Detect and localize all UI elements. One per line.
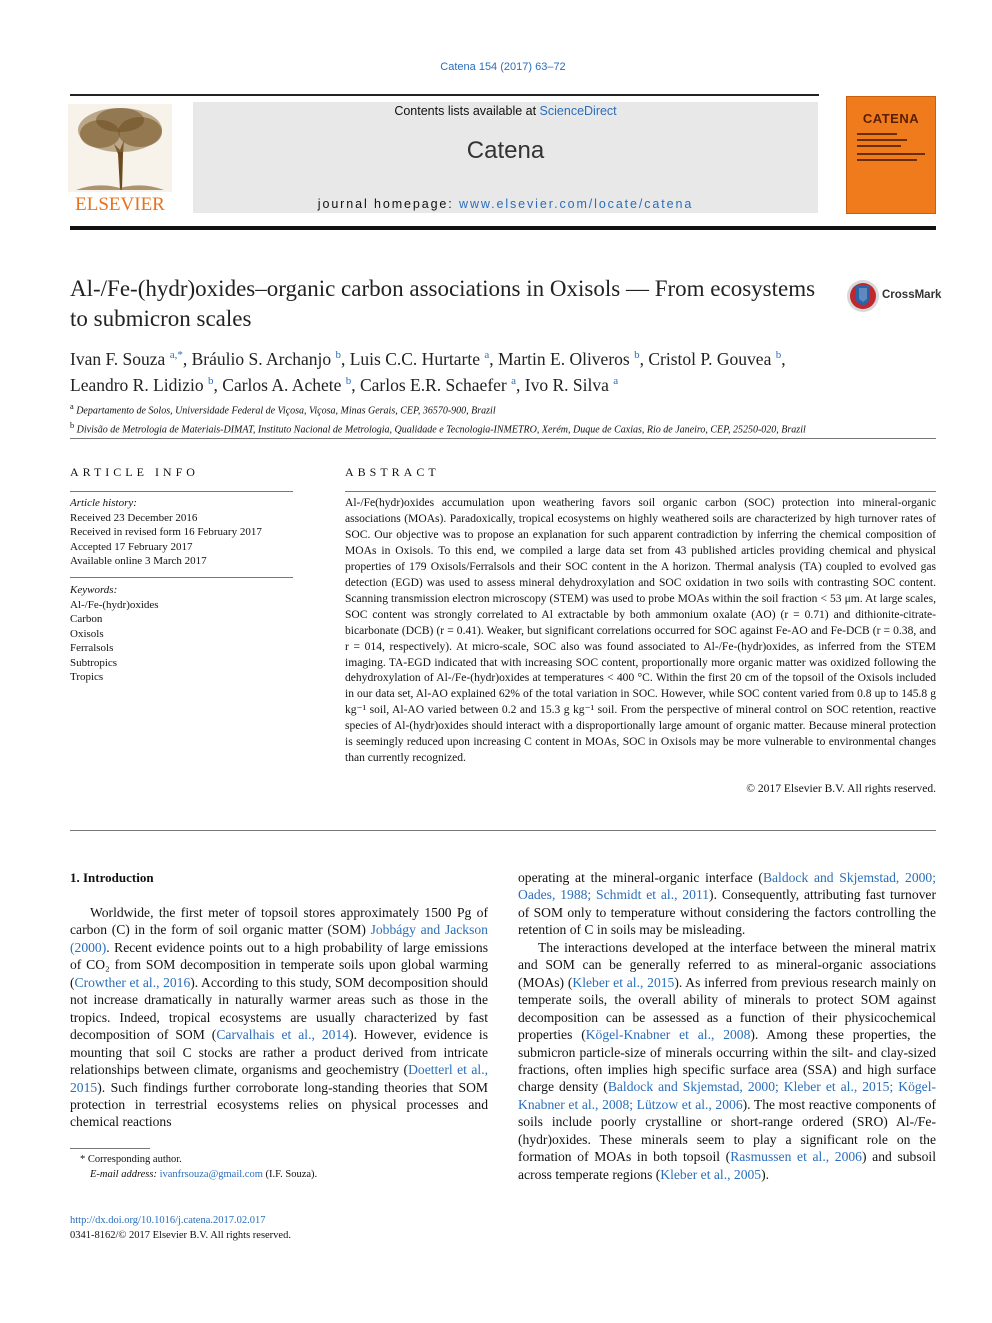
affiliation-text: Departamento de Solos, Universidade Federal de Viçosa, Viçosa, Minas Gerais, CEP, 36570-900, Brazil (76, 405, 496, 417)
body-text: ). Consequently, attributing fast turnover of SOM only to temperature without considering the factors controlling the retention of C in soils may be misleading. (518, 887, 936, 938)
intro-paragraph-1-continued (518, 869, 936, 939)
cover-title: CATENA (862, 111, 920, 126)
author-affiliation-mark[interactable]: a (511, 375, 517, 388)
doi-link[interactable]: http://dx.doi.org/10.1016/j.catena.2017.02.017 (70, 1215, 266, 1226)
history-item: Received 23 December 2016 (70, 511, 198, 524)
author-name[interactable]: Cristol P. Gouvea (648, 348, 772, 369)
crossmark-label: CrossMark (882, 289, 942, 301)
reference-link[interactable]: Baldock and Skjemstad, 2000; Kleber et al., 2015; Kögel-Knabner et al., 2008; Lützow et al., 2006 (518, 1079, 936, 1112)
keyword[interactable]: Ferralsols (70, 642, 114, 654)
keywords-rule (70, 577, 293, 578)
author-affiliation-mark[interactable]: b (208, 375, 214, 388)
author-name[interactable]: Martin E. Oliveros (498, 348, 630, 369)
cover-text-line (857, 159, 917, 161)
cover-text-line (857, 145, 901, 147)
author-name[interactable]: Bráulio S. Archanjo (191, 348, 332, 369)
body-text: ). Among these properties, the submicron particle-size of minerals occurring within the silt- and clay-sized fractions, often implies high specific surface area (SSA) and high surface charge density ( (518, 1027, 937, 1095)
author-separator: , (516, 375, 525, 396)
abstract-heading: ABSTRACT (345, 465, 440, 479)
email-label: E-mail address: (90, 1168, 160, 1180)
crossmark-badge[interactable] (846, 279, 942, 313)
header-top-rule (70, 94, 819, 96)
journal-name: Catena (466, 137, 545, 164)
body-text: ). As inferred from previous research mainly on temperate soils, the overall ability of minerals to protect SOM against decomposition can be assessed as a function of their physicochemical properties ( (518, 974, 936, 1043)
contents-available-line: Contents lists available at ScienceDirect (394, 104, 617, 118)
affiliation-mark: b (70, 420, 75, 430)
body-text: . Recent evidence points out to a high probability of large emissions of CO₂ from SOM decomposition in temperate soils upon global warming ( (70, 939, 488, 990)
reference-link[interactable]: Baldock and Skjemstad, 2000; Oades, 1988; Schmidt et al., 2011 (518, 870, 936, 903)
author-affiliation-mark[interactable]: a (613, 375, 619, 388)
reference-link[interactable]: Kleber et al., 2015 (572, 974, 675, 990)
cover-text-line (857, 139, 907, 141)
history-item: Received in revised form 16 February 2017 (70, 526, 262, 538)
corresponding-author-mark[interactable]: * (177, 349, 183, 361)
journal-cover-thumbnail[interactable] (846, 96, 936, 214)
affiliations (70, 400, 950, 438)
history-label: Article history: (70, 497, 137, 509)
body-column-left (70, 904, 488, 1131)
affiliation (70, 400, 950, 419)
article-history (70, 496, 293, 569)
abstract-copyright: © 2017 Elsevier B.V. All rights reserved. (746, 783, 936, 795)
crossmark-icon (846, 279, 880, 313)
reference-link[interactable]: Kleber et al., 2005 (660, 1166, 762, 1182)
reference-link[interactable]: Kögel-Knabner et al., 2008 (585, 1027, 751, 1043)
abstract-bottom-rule (70, 830, 936, 831)
keywords-label: Keywords: (70, 584, 118, 596)
header-thick-rule (70, 226, 936, 230)
reference-link[interactable]: Crowther et al., 2016 (74, 974, 191, 990)
issn-copyright: 0341-8162/© 2017 Elsevier B.V. All rights reserved. (70, 1229, 291, 1241)
author-separator: , (213, 375, 223, 396)
corresponding-author-label: Corresponding author. (87, 1154, 182, 1165)
author-list (70, 344, 936, 397)
reference-link[interactable]: Jobbágy and Jackson (2000) (70, 922, 488, 955)
author-name[interactable]: Carlos E.R. Schaefer (359, 375, 507, 396)
cover-text-line (857, 153, 925, 155)
body-text: operating at the mineral-organic interface ( (518, 870, 763, 885)
abstract-rule (345, 491, 936, 492)
cover-text-line (857, 133, 897, 135)
author-affiliation-mark[interactable]: b (775, 349, 782, 361)
introduction-heading: 1. Introduction (70, 870, 154, 885)
author-separator: , (182, 348, 192, 369)
intro-paragraph-1 (70, 904, 488, 1131)
article-info-heading: ARTICLE INFO (70, 465, 199, 479)
keyword[interactable]: Carbon (70, 613, 103, 625)
elsevier-tree-icon (68, 104, 172, 214)
history-item: Accepted 17 February 2017 (70, 540, 193, 553)
intro-paragraph-2 (518, 939, 936, 1183)
affiliation-mark: a (70, 402, 74, 411)
sciencedirect-link[interactable]: ScienceDirect (539, 104, 617, 118)
author-name[interactable]: Carlos A. Achete (222, 375, 342, 396)
footnote-rule (70, 1148, 150, 1149)
body-text: ). However, evidence is mounting that soil C stocks are rather a product derived from intricate relationships between climate, organisms and geochemistry ( (70, 1027, 489, 1078)
affiliation (70, 419, 950, 438)
author-affiliation-mark[interactable]: a (484, 349, 490, 361)
history-item: Available online 3 March 2017 (70, 555, 207, 567)
body-text: The interactions developed at the interface between the mineral matrix and SOM can be generally referred to as mineral-organic associations (MOAs) ( (518, 939, 936, 990)
email-suffix: (I.F. Souza). (262, 1168, 318, 1180)
author-name[interactable]: Ivo R. Silva (524, 375, 609, 396)
journal-citation[interactable]: Catena 154 (2017) 63–72 (440, 61, 566, 73)
body-column-right (518, 869, 936, 1183)
keyword[interactable]: Al-/Fe-(hydr)oxides (70, 598, 159, 611)
keyword[interactable]: Subtropics (70, 656, 118, 669)
author-affiliation-mark[interactable]: a, (169, 349, 178, 361)
elsevier-logo (68, 104, 172, 214)
svg-text:ELSEVIER: ELSEVIER (75, 194, 165, 214)
keyword[interactable]: Oxisols (70, 627, 104, 640)
affiliation-rule (70, 438, 936, 439)
email-link[interactable]: ivanfrsouza@gmail.com (159, 1168, 263, 1180)
author-name[interactable]: Luis C.C. Hurtarte (349, 348, 480, 369)
body-text: ) and subsoil across temperate regions ( (518, 1149, 936, 1182)
author-separator: , (781, 348, 786, 369)
abstract-text: Al-/Fe(hydr)oxides accumulation upon weathering favors soil organic carbon (SOC) protection into mineral-organic associations (MOAs). Paradoxically, tropical ecosystems on highly weathered soils are characterized by high turnover rates of SOC. Our objective was to propose an explanation for such apparent contradiction by inferring the chemical composition of MOAs in Oxisols. To this end, we compiled a large data set from 43 published articles providing chemical and physical properties of 179 Oxisols/Ferralsols and their SOC content in the A horizon. Thermal analysis (TA) coupled to evolved gas detection (EGD) was used to assess mineral dehydroxylation and SOC oxidation in two soils with contrasting SOC content. Scanning transmission electron microscopy (STEM) was used to probe MOAs within the soil fraction < 53 μm. At large scales, SOC content was strongly correlated to Al extractable by both ammonium oxalate (AO) (r = 0.71) and dithionite-citrate-bicarbonate (DCB) (r = 0.41). Weaker, but significant correlations occurred for SOC against Fe-AO and Fe-DCB (r = 0.38, and r = 014, respectively). At micro-scale, SOC also was found associated to Al-/Fe-(hydr)oxides, as inferred from the STEM imaging. TA-EGD indicated that with increasing SOC content, proportionally more organic matter was oxidized following the dehydroxylation of Al-/Fe-(hydr)oxides at temperatures < 400 °C. Within the first 20 cm of the topsoil of the Oxisols included in our data set, Al-AO explained 62% of the total variation in SOC. However, while SOC content varied from 0.8 up to 145.8 g kg⁻¹ soil, Al-AO varied between 0.2 and 15.3 g kg⁻¹ soil. From the perspective of mineral control on SOC retention, reactive species of Al-(hydr)oxides should interact with a disproportionally large amount of organic matter. Because mineral protection is seemingly reduced upon increasing C content in MOAs, SOC in Oxisols may be more vulnerable to environmental changes than currently recognized. (345, 497, 936, 765)
body-text: ). (761, 1166, 770, 1182)
reference-link[interactable]: Carvalhais et al., 2014 (216, 1027, 350, 1043)
author-name[interactable]: Ivan F. Souza (70, 348, 166, 369)
corresponding-author-footnote (70, 1153, 488, 1183)
author-affiliation-mark[interactable]: b (335, 349, 341, 361)
affiliation-text: Divisão de Metrologia de Materiais-DIMAT, Instituto Nacional de Metrologia, Qualidade e Tecnologia-INMETRO, Xerém, Duque de Caxias, Rio de Janeiro, CEP, 25250-020, Brazil (76, 424, 806, 436)
author-name[interactable]: Leandro R. Lidizio (70, 375, 204, 396)
keyword[interactable]: Tropics (70, 671, 104, 683)
article-footer (70, 1214, 488, 1244)
author-separator: , (340, 348, 350, 369)
footnote-star: * (80, 1154, 86, 1165)
journal-homepage-line: journal homepage: www.elsevier.com/locate/catena (317, 197, 694, 211)
keywords-block (70, 583, 293, 685)
body-text: ). The most reactive components of soils include poorly crystalline or short-range ordered (SRO) Al-/Fe-(hydr)oxides. These minerals seem to play a significant role on the formation of MOAs in both topsoil ( (518, 1096, 936, 1165)
article-info-rule (70, 491, 293, 492)
reference-link[interactable]: Doetterl et al., 2015 (70, 1062, 488, 1095)
author-separator: , (351, 375, 360, 396)
body-text: Worldwide, the first meter of topsoil stores approximately 1500 Pg of carbon (C) in the form of soil organic matter (SOM) (70, 905, 488, 938)
body-text: ). According to this study, SOM decomposition should not increase dramatically in naturally warmer areas such as those in the tropics. Indeed, tropical ecosystems are usually characterized by fast decomposition of SOM ( (70, 974, 488, 1043)
journal-homepage-link[interactable]: www.elsevier.com/locate/catena (459, 197, 694, 211)
reference-link[interactable]: Rasmussen et al., 2006 (730, 1149, 862, 1165)
author-separator: , (489, 348, 498, 369)
author-affiliation-mark[interactable]: b (345, 375, 352, 388)
body-text: ). Such findings further corroborate long-standing theories that SOM protection in terrestrial ecosystems relies on physical processes and chemical reactions (70, 1079, 488, 1130)
author-separator: , (639, 348, 649, 369)
article-title: Al-/Fe-(hydr)oxides–organic carbon associations in Oxisols — From ecosystems to submicron scales (70, 276, 816, 331)
author-affiliation-mark[interactable]: b (634, 349, 640, 361)
